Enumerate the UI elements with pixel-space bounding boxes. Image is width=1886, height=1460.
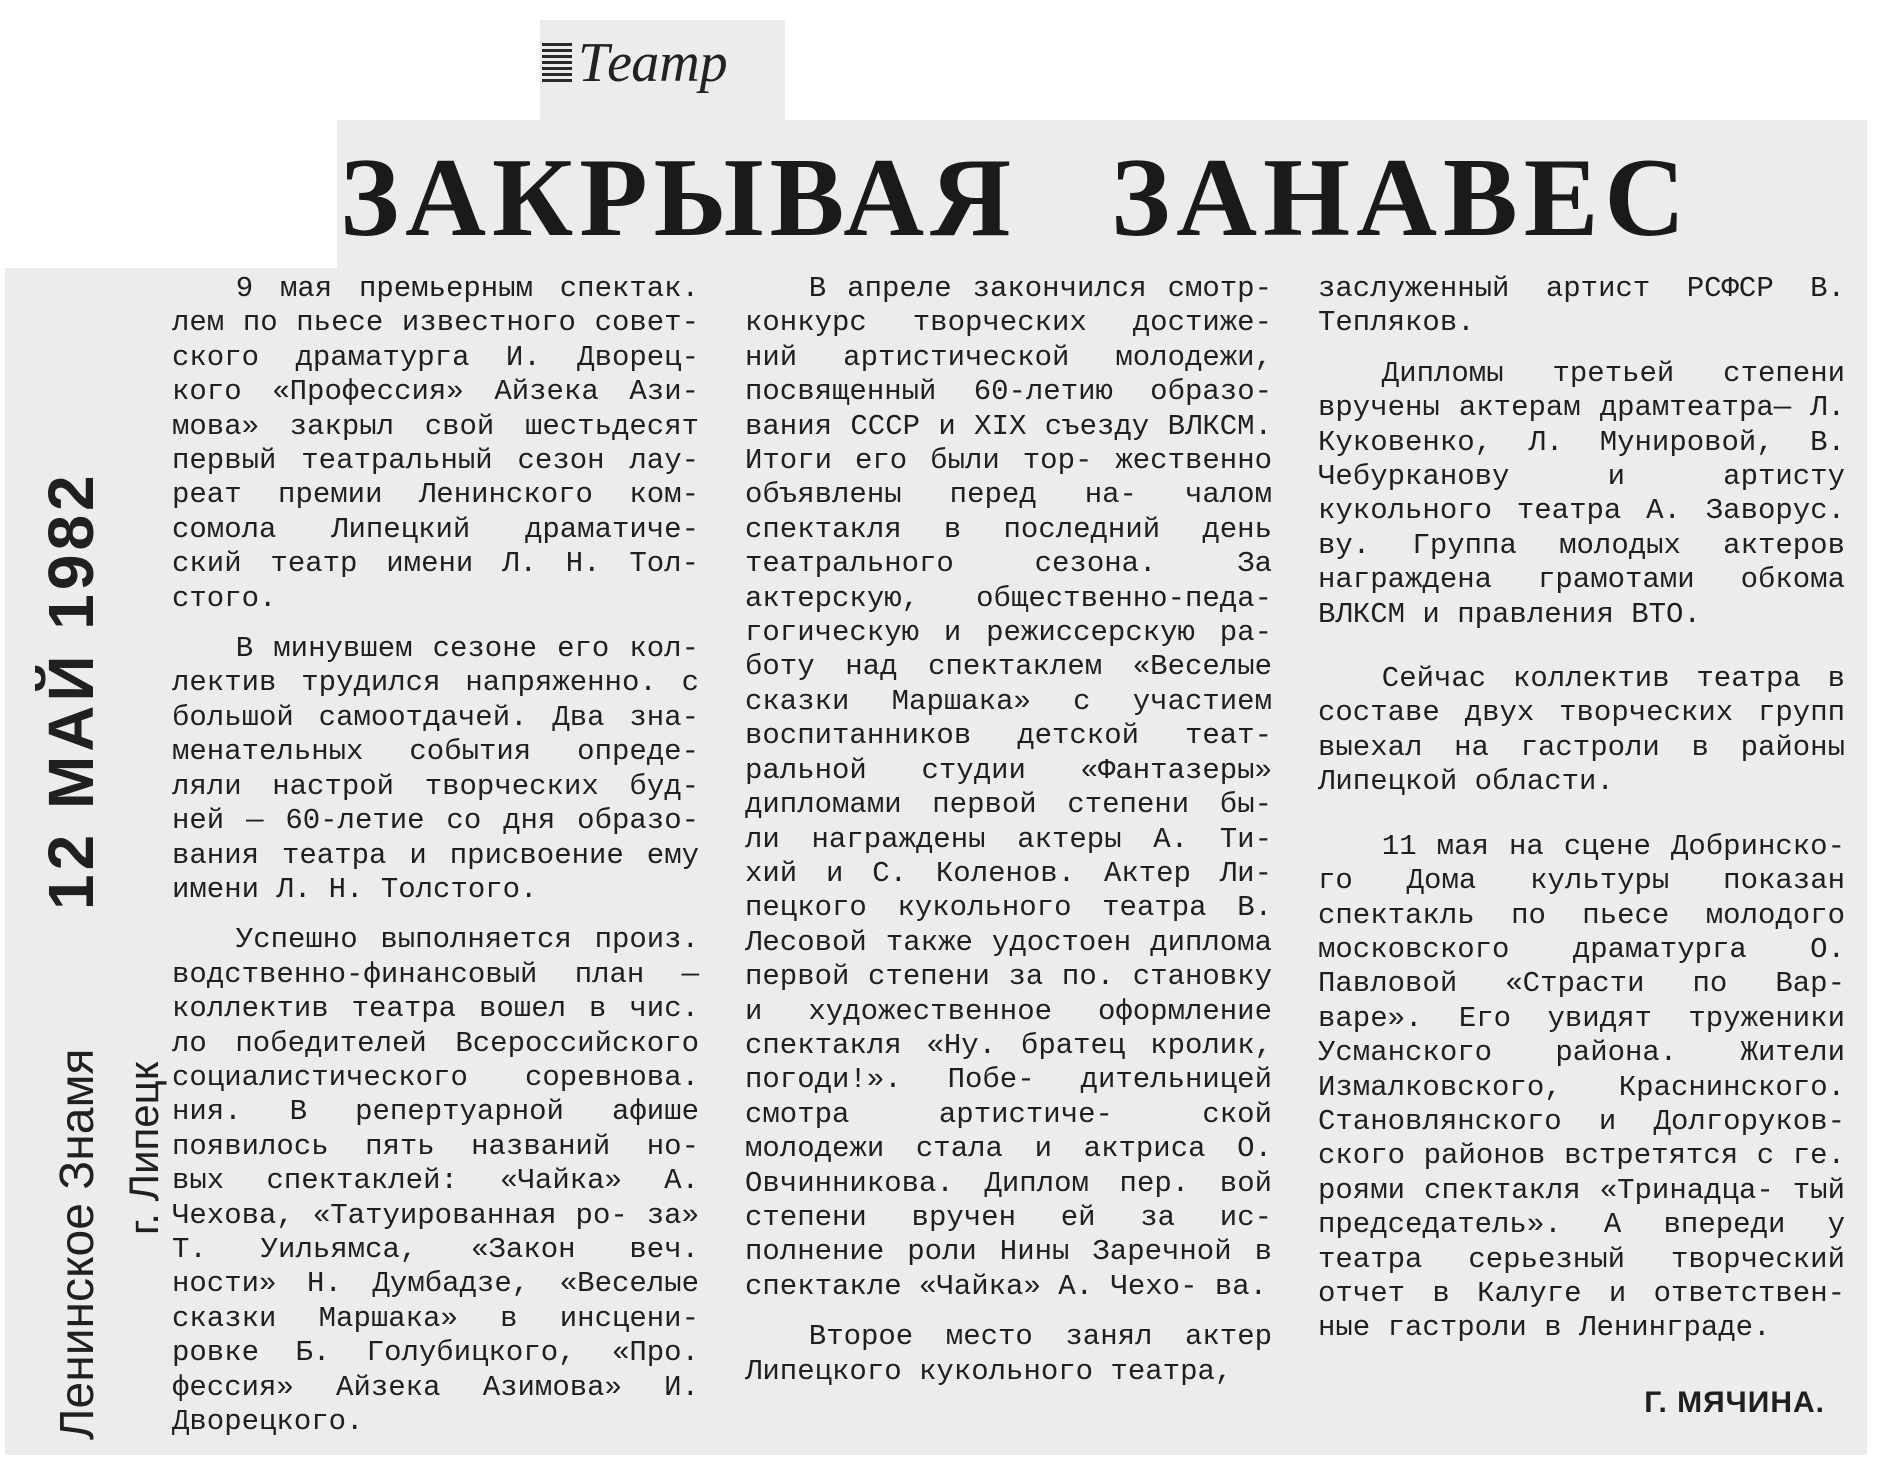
paragraph: Успешно выполняется произ. водственно-финансовый план — коллектив театра вошел в чис. ло победителей Всероссийского социалистического соревнова. ния. В репертуарной афише появилось пять названий но- вых спектаклей: «Чайка» А. Чехова, «Татуированная ро- за» Т. Уильямса, «Закон веч. ности» Н. Думбадзе, «Веселые сказки Маршака» в инсцени- ровке Б. Голубицкого, «Про. фессия» Айзека Азимова» И. Дворецкого. [172, 923, 699, 1438]
paragraph: Сейчас коллектив театра в составе двух творческих групп выехал на гастроли в районы Липецкой области. [1318, 662, 1845, 799]
margin-note [34, 471, 108, 1440]
rubric-label: Театр [578, 32, 728, 94]
paragraph: Дипломы третьей степени вручены актерам драмтеатра— Л. Куковенко, Л. Мунировой, В. Чебурканову и артисту кукольного театра А. Заворус. ву. Группа молодых актеров награждена грамотами обкома ВЛКСМ и правления ВТО. [1318, 356, 1845, 631]
paragraph: 11 мая на сцене Добринско- го Дома культуры показан спектакль по пьесе молодого московского драматурга О. Павловой «Страсти по Вар- варе». Его увидят труженики Усманского района. Жители Измалковского, Краснинского. Становлянского и Долгоруков- ского районов встретятся с ге. роями спектакля «Тринадца- тый председатель». А впереди у театра серьезный творческий отчет в Калуге и ответствен- ные гастроли в Ленинграде. [1318, 829, 1845, 1345]
headline: ЗАКРЫВАЯ ЗАНАВЕС [340, 136, 1692, 260]
paragraph: Второе место занял актер Липецкого кукольного театра, [745, 1320, 1272, 1388]
paragraph: В минувшем сезоне его кол- лектив трудился напряженно. с большой самоотдачей. Два зна- менательных события опреде- ляли настрой творческих буд- ней — 60-летие со дня образо- вания театра и присвоение ему имени Л. Н. Толстого. [172, 632, 699, 906]
author-signature: Г. МЯЧИНА. [1644, 1386, 1825, 1419]
rubric [540, 28, 785, 98]
paragraph: В апреле закончился смотр- конкурс творческих достиже- ний артистической молодежи, посвященный 60-летию образо- вания СССР и XIX съезду ВЛКСМ. Итоги его были тор- жественно объявлены перед на- чалом спектакля в последний день театрального сезона. За актерскую, общественно-педа- гогическую и режиссерскую ра- боту над спектаклем «Веселые сказки Маршака» с участием воспитанников детской теат- ральной студии «Фантазеры» дипломами первой степени бы- ли награждены актеры А. Ти- хий и С. Коленов. Актер Ли- пецкого кукольного театра В. Лесовой также удостоен диплома первой степени за по. становку и художественное оформление спектакля «Ну. братец кролик, погоди!». Побе- дительницей смотра артистиче- ской молодежи стала и актриса О. Овчинникова. Диплом пер. вой степени вручен ей за ис- полнение роли Нины Заречной в спектакле «Чайка» А. Чехо- ва. [745, 272, 1272, 1303]
publication-date-stamp: 12 МАЙ 1982 [35, 471, 107, 910]
article-column-1 [172, 272, 699, 1439]
newspaper-name: Ленинское Знамя [51, 1048, 104, 1440]
article-column-2 [745, 272, 1272, 1389]
paragraph: 9 мая премьерным спектак. лем по пьесе известного совет- ского драматурга И. Дворец- кого «Профессия» Айзека Ази- мова» закрыл свой шестьдесят первый театральный сезон лау- реат премии Ленинского ком- сомола Липецкий драматиче- ский театр имени Л. Н. Тол- стого. [172, 272, 699, 615]
article-column-3 [1318, 272, 1845, 1346]
paragraph: заслуженный артист РСФСР В. Тепляков. [1318, 272, 1845, 340]
newspaper-city: г. Липецк [120, 1061, 167, 1235]
rubric-bars-icon [542, 43, 572, 83]
